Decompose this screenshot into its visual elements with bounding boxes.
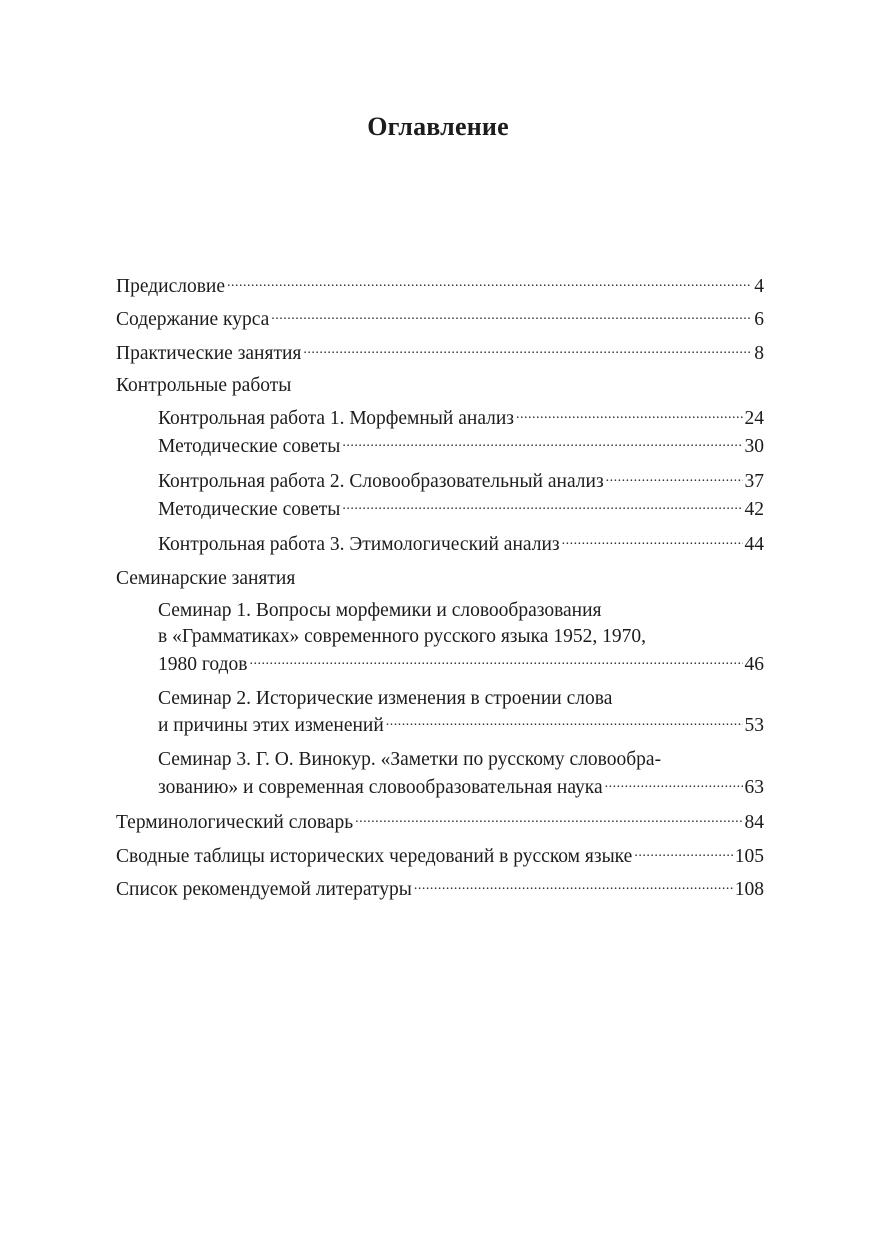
toc-entry-test2[interactable] — [116, 468, 764, 496]
toc-entry-text: Предисловие — [116, 275, 226, 297]
toc-entry-text-line: Семинар 1. Вопросы морфемики и словообразования — [158, 600, 602, 621]
toc-entry-text: Методические советы — [158, 498, 341, 520]
toc-entry-text-line: и причины этих изменений — [158, 715, 384, 736]
dot-leader — [606, 468, 743, 488]
dot-leader — [516, 405, 742, 425]
toc-entry-text-line: Семинар 3. Г. О. Винокур. «Заметки по русскому словообра- — [158, 749, 662, 770]
toc-page-number: 44 — [744, 534, 764, 555]
toc-entry-advice1[interactable] — [116, 432, 764, 460]
table-of-contents — [116, 272, 764, 909]
toc-entry-text: Контрольная работа 3. Этимологический анализ — [158, 534, 560, 555]
dot-leader — [386, 712, 743, 732]
toc-entry-glossary[interactable] — [116, 809, 764, 837]
toc-page-number: 42 — [744, 498, 764, 520]
toc-page-number: 105 — [734, 845, 764, 867]
dot-leader — [271, 306, 752, 326]
toc-page-number: 30 — [744, 435, 764, 457]
toc-entry-text-line: зованию» и современная словообразовательная наука — [158, 776, 603, 798]
dot-leader — [562, 531, 743, 551]
page-title: Оглавление — [367, 112, 509, 141]
dot-leader — [342, 432, 742, 452]
dot-leader — [249, 650, 742, 670]
toc-entry-test3[interactable] — [116, 531, 764, 559]
toc-entry-text: Терминологический словарь — [116, 812, 354, 833]
dot-leader — [342, 495, 742, 515]
toc-entry-seminar1[interactable] — [116, 598, 764, 678]
toc-page-number: 46 — [744, 653, 764, 675]
toc-entry-practical[interactable] — [116, 339, 764, 367]
dot-leader — [227, 272, 752, 292]
toc-page-number: 6 — [754, 309, 764, 330]
toc-entry-text-line: в «Грамматиках» современного русского языка 1952, 1970, — [158, 626, 646, 647]
toc-entry-literature[interactable] — [116, 876, 764, 904]
dot-leader — [414, 876, 733, 896]
toc-entry-text: Контрольная работа 2. Словообразовательный анализ — [158, 471, 604, 492]
toc-entry-text: Методические советы — [158, 435, 341, 457]
toc-entry-text-line: 1980 годов — [158, 653, 248, 675]
toc-entry-preface[interactable] — [116, 272, 764, 300]
toc-entry-text: Практические занятия — [116, 342, 302, 364]
dot-leader — [634, 842, 732, 862]
toc-entry-test1[interactable] — [116, 405, 764, 433]
toc-page-number: 4 — [754, 275, 764, 297]
toc-entry-advice2[interactable] — [116, 495, 764, 523]
toc-entry-text: Сводные таблицы исторических чередований в русском языке — [116, 845, 633, 867]
toc-entry-seminar3[interactable] — [116, 747, 764, 801]
toc-page-number: 53 — [744, 715, 764, 736]
toc-entry-text: Контрольная работа 1. Морфемный анализ — [158, 408, 515, 429]
toc-entry-text-line: Семинар 2. Исторические изменения в строении слова — [158, 687, 613, 709]
toc-page-number: 8 — [754, 342, 764, 364]
toc-entry-tables[interactable] — [116, 842, 764, 870]
toc-page-number: 108 — [734, 879, 764, 900]
toc-page-number: 84 — [744, 812, 764, 833]
toc-entry-text: Список рекомендуемой литературы — [116, 879, 412, 900]
toc-section-tests: Контрольные работы — [116, 374, 292, 396]
dot-leader — [355, 809, 742, 829]
dot-leader — [605, 773, 743, 793]
toc-section-seminars: Семинарские занятия — [116, 568, 296, 589]
toc-entry-course[interactable] — [116, 306, 764, 334]
toc-page-number: 37 — [744, 471, 764, 492]
toc-page-number: 24 — [744, 408, 764, 429]
toc-page-number: 63 — [744, 776, 764, 798]
dot-leader — [303, 339, 752, 359]
toc-entry-text: Содержание курса — [116, 309, 270, 330]
toc-entry-seminar2[interactable] — [116, 686, 764, 740]
